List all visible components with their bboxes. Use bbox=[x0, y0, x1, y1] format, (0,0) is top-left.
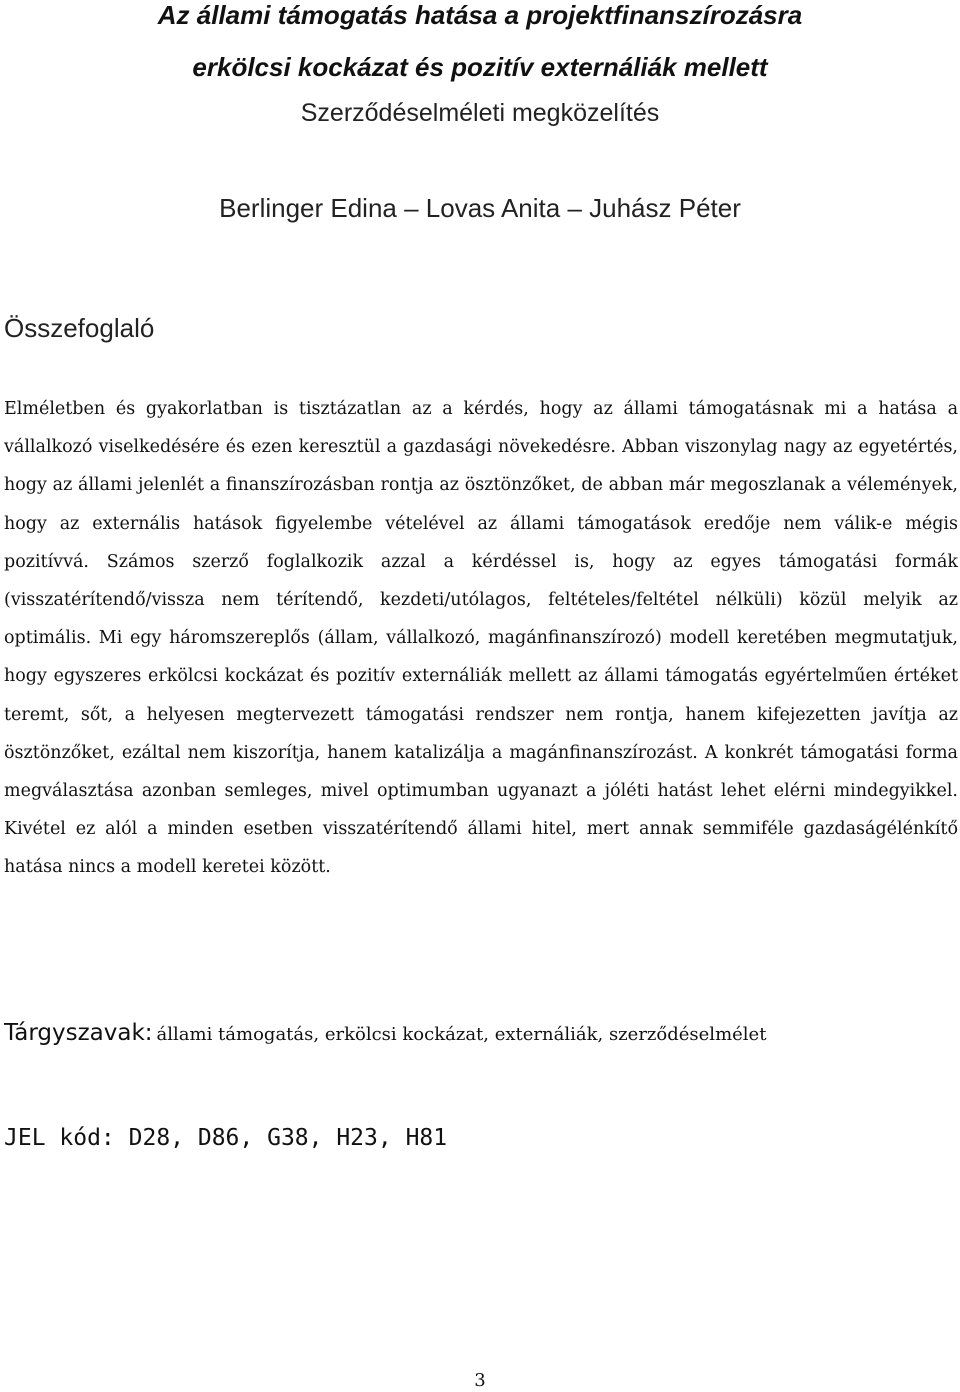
keywords-text: állami támogatás, erkölcsi kockázat, externáliák, szerződéselmélet bbox=[156, 1024, 767, 1045]
paper-title-line-2: erkölcsi kockázat és pozitív externáliák mellett bbox=[192, 52, 768, 82]
keywords-line bbox=[4, 1020, 766, 1046]
authors-line: Berlinger Edina – Lovas Anita – Juhász Péter bbox=[219, 193, 741, 223]
paper-title-line-1: Az állami támogatás hatása a projektfinanszírozásra bbox=[157, 0, 803, 30]
page-number: 3 bbox=[474, 1370, 486, 1391]
jel-codes: JEL kód: D28, D86, G38, H23, H81 bbox=[4, 1125, 448, 1151]
keywords-label: Tárgyszavak: bbox=[4, 1020, 153, 1046]
abstract-heading: Összefoglaló bbox=[4, 313, 155, 343]
abstract-paragraph: Elméletben és gyakorlatban is tisztázatlan az a kérdés, hogy az állami támogatásnak mi a hatása a vállalkozó viselkedésére és ezen keresztül a gazdasági növekedésre. Abban viszonylag nagy az egyetértés, hogy az állami jelenlét a finanszírozásban rontja az ösztönzőket, de abban már megoszlanak a vélemények, hogy az externális hatások figyelembe vételével az állami támogatások eredője nem válik-e mégis pozitívvá. Számos szerző foglalkozik azzal a kérdéssel is, hogy az egyes támogatási formák (visszatérítendő/vissza nem térítendő, kezdeti/utólagos, feltételes/feltétel nélküli) közül melyik az optimális. Mi egy háromszereplős (állam, vállalkozó, magánfinanszírozó) modell keretében megmutatjuk, hogy egyszeres erkölcsi kockázat és pozitív externáliák mellett az állami támogatás egyértelműen értéket teremt, sőt, a helyesen megtervezett támogatási rendszer nem rontja, hanem kifejezetten javítja az ösztönzőket, ezáltal nem kiszorítja, hanem katalizálja a magánfinanszírozást. A konkrét támogatási forma megválasztása azonban semleges, mivel optimumban ugyanazt a jóléti hatást lehet elérni mindegyikkel. Kivétel ez alól a minden esetben visszatérítendő állami hitel, mert annak semmiféle gazdaságélénkítő hatása nincs a modell keretei között. bbox=[4, 399, 958, 878]
paper-subtitle: Szerződéselméleti megközelítés bbox=[300, 99, 660, 127]
